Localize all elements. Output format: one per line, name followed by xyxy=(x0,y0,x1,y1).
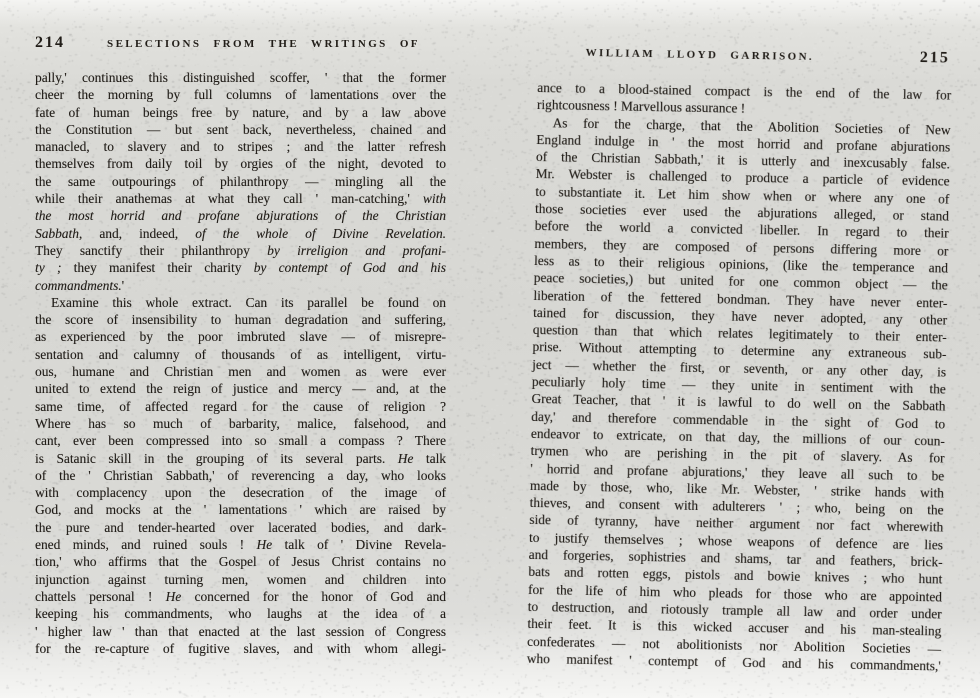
text-line: England indulge in ' the most horrid and profane abjurations xyxy=(536,131,951,155)
text-line: injunction against turning men, women and children into xyxy=(35,571,446,587)
text-line: peculiarly holy time — they unite in sentiment with the xyxy=(531,373,946,397)
text-line: with complacency upon the desecration of the image of xyxy=(35,485,446,501)
text-line: ous, humane and Christian men and women as were ever xyxy=(35,364,446,380)
text-line: united to extend the reign of justice and mercy — and, at the xyxy=(35,381,446,397)
text-line: to justify themselves ; whose weapons of defence are lies xyxy=(528,529,944,553)
text-line: less as to their religious opinions, (like the temperance and xyxy=(533,252,949,276)
text-line: to substantiate it. Let him show when or where any one of xyxy=(535,183,950,207)
text-line: the most horrid and profane abjurations of the Christian xyxy=(35,208,446,224)
text-line: before the world a convicted libeller. In regard to their xyxy=(534,218,949,241)
text-line: same time, of affected regard for the cause of religion ? xyxy=(35,398,446,414)
text-line: Great Teacher, that ' it is lawful to do well on the Sabbath xyxy=(531,391,946,414)
text-line: ened minds, and ruined souls ! He talk of ' Divine Revela- xyxy=(35,537,447,553)
text-line: those societies ever used the abjurations alleged, or stand xyxy=(534,201,950,224)
text-line: of the ' Christian Sabbath,' of reverencing a day, who looks xyxy=(35,467,446,483)
text-line: side of tyranny, have neither argument nor fact wherewith xyxy=(529,512,944,535)
text-line: trymen who are perishing in the pit of slavery. As for xyxy=(530,443,945,466)
left-page-header xyxy=(35,34,446,55)
page-number-left: 214 xyxy=(35,34,65,51)
running-header-right: WILLIAM LLOYD GARRISON. xyxy=(585,46,815,64)
text-line: peace societies,) but united for one common object — the xyxy=(533,270,948,293)
left-page xyxy=(35,34,447,657)
text-line: and forgeries, sophistries and shams, tar and feathers, brick- xyxy=(528,546,943,570)
running-header-left: SELECTIONS FROM THE WRITINGS OF xyxy=(107,38,420,50)
text-line: rightcousness ! Marvellous assurance ! xyxy=(536,97,746,117)
text-line: the same outpourings of philanthropy — mingling all the xyxy=(35,173,446,189)
text-line: tion,' who affirms that the Gospel of Jesus Christ contains no xyxy=(35,554,446,570)
right-page xyxy=(527,46,952,675)
text-line: pally,' continues this distinguished scoffer, ' that the former xyxy=(35,70,446,85)
text-line: God, and mocks at the ' lamentations ' which are raised by xyxy=(35,502,446,518)
text-line: sentation and calumny of thousands of as intelligent, virtu- xyxy=(35,346,446,362)
text-line: question than that which relates legitimately to their enter- xyxy=(532,322,947,345)
text-line: who manifest ' contempt of God and his commandments,' xyxy=(526,650,941,674)
text-line: commandments.' xyxy=(35,277,125,293)
text-line: of the Christian Sabbath,' it is utterly and inexcusably false. xyxy=(535,149,951,172)
text-line: ' horrid and profane abjurations,' they leave all such to be xyxy=(530,460,945,484)
text-line: cheer the morning by full columns of lamentations over the xyxy=(35,87,446,103)
text-line: for the life of him who pleads for those who are appointed xyxy=(527,581,943,605)
text-line: Sabbath, and, indeed, of the whole of Divine Revelation. xyxy=(35,225,446,241)
left-text-column xyxy=(35,69,446,657)
text-line: confederates — not abolitionists nor Abolition Societies — xyxy=(526,633,942,656)
page-number-right: 215 xyxy=(919,49,951,67)
text-line: ance to a blood-stained compact is the end of the law for xyxy=(537,79,952,103)
text-line: ject — whether the first, or seventh, or any other day, is xyxy=(532,356,947,380)
text-line: chattels personal ! He concerned for the honor of God and xyxy=(35,588,447,604)
text-line: to destruction, and riotously trample all law and order under xyxy=(527,598,942,622)
text-line: ty ; they manifest their charity by contempt of God and his xyxy=(35,260,446,276)
text-line: thieves, and consent with adulterers ' ; who, being on the xyxy=(529,495,944,518)
text-line: their feet. It is this wicked accuser and his man-stealing xyxy=(527,616,942,639)
text-line: while their anathemas at what they call ' man-catching,' with xyxy=(35,191,446,207)
text-line: as experienced by the poor imbruted slave — of misrepre- xyxy=(35,329,446,345)
text-line: bats and rotten eggs, pistols and bowie knives ; who hunt xyxy=(528,564,943,587)
text-line: endeavor to extricate, on that day, the millions of our coun- xyxy=(530,425,945,449)
text-line: day,' and therefore commendable in the sight of God to xyxy=(531,408,946,432)
text-line: made by those, who, like Mr. Webster, ' strike hands with xyxy=(529,477,945,501)
text-line: ' higher law ' than that enacted at the last session of Congress xyxy=(35,623,446,639)
text-line: manacled, to slavery and to stripes ; and the latter refresh xyxy=(35,139,446,155)
text-line: Examine this whole extract. Can its parallel be found on xyxy=(51,294,446,310)
text-line: fate of human beings free by nature, and by a law above xyxy=(35,104,446,120)
text-line: is Satanic skill in the grouping of its several parts. He talk xyxy=(35,450,446,466)
text-line: themselves from daily toil by orgies of the night, devoted to xyxy=(35,156,446,172)
text-line: the pure and tender-hearted over lacerated bodies, and dark- xyxy=(35,519,446,535)
text-line: They sanctify their philanthropy by irreligion and profani- xyxy=(35,242,447,258)
text-line: tained for discussion, they have never adopted, any other xyxy=(532,304,948,328)
text-line: for the re-capture of fugitive slaves, and with whom allegi- xyxy=(35,640,446,656)
text-line: keeping his commandments, who laughs at the idea of a xyxy=(35,606,446,622)
text-line: cant, ever been compressed into so small a compass ? There xyxy=(35,433,446,449)
text-line: members, they are composed of persons differing more or xyxy=(534,235,949,259)
text-line: liberation of the fettered bondman. They have never enter- xyxy=(533,287,948,311)
text-line: prise. Without attempting to determine any extraneous sub- xyxy=(532,339,947,362)
right-text-column xyxy=(527,79,952,675)
text-line: As for the charge, that the Abolition Societies of New xyxy=(552,114,951,138)
text-line: the score of insensibility to human degradation and suffering, xyxy=(35,312,446,328)
text-line: the Constitution — but sent back, nevertheless, chained and xyxy=(35,121,446,137)
text-line: Mr. Webster is challenged to produce a particle of evidence xyxy=(535,166,950,190)
text-line: Where has so much of barbarity, malice, falsehood, and xyxy=(35,415,446,431)
